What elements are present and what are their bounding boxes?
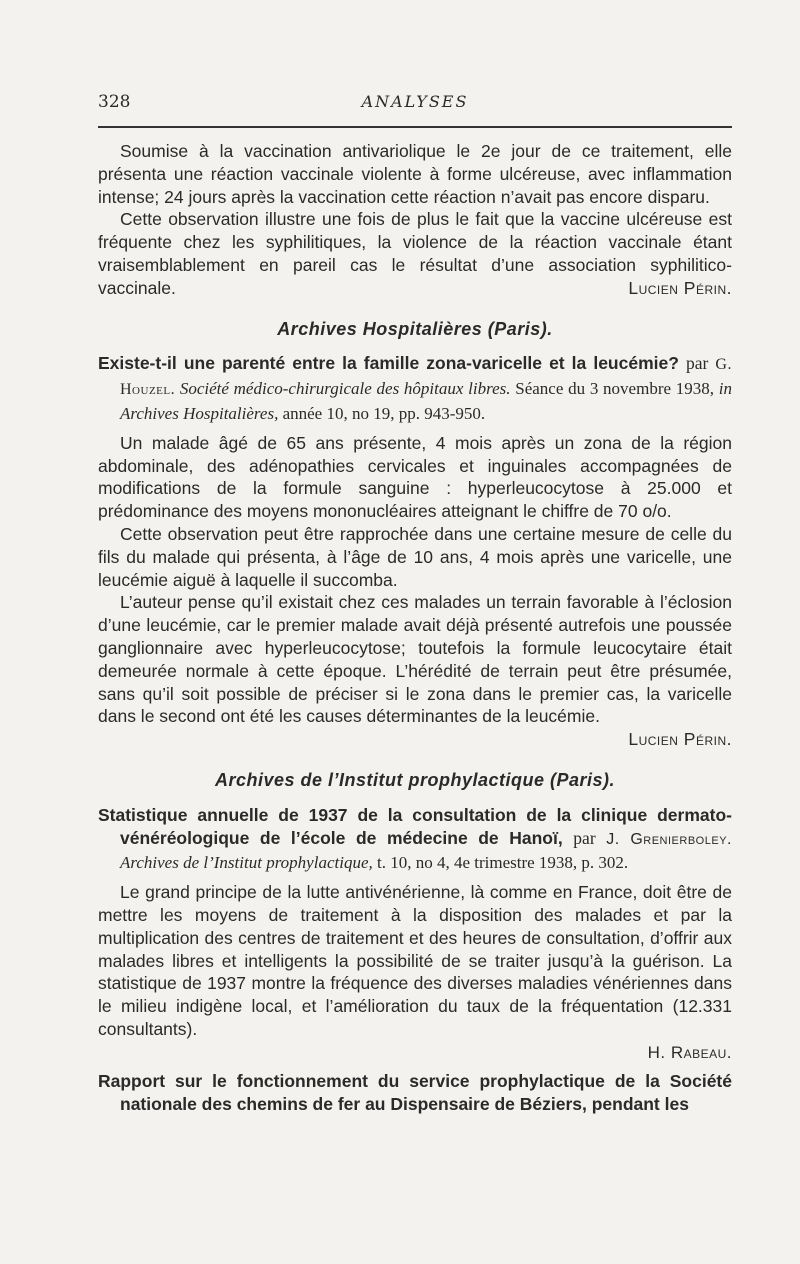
article-reference xyxy=(98,1070,732,1116)
journal-in: in Archives Hospitalières, xyxy=(120,379,732,423)
running-title: ANALYSES xyxy=(361,92,469,111)
section-heading: Archives de l’Institut prophylactique (Paris). xyxy=(214,769,616,790)
section-heading: Archives Hospitalières (Paris). xyxy=(277,318,553,339)
paragraph: Un malade âgé de 65 ans présente, 4 mois après un zona de la région abdominale, des adénopathies cervicales et inguinales accompagnées de modifications de la formule sanguine : hyperleucocytose à 25.000 et prédominance des moyens mononucléaires atteignant le chiffre de 70 o/o. xyxy=(98,432,732,522)
running-head xyxy=(98,92,732,116)
reference-text: Séance du 3 novembre 1938, xyxy=(515,379,715,399)
reference-end: t. 10, no 4, 4e trimestre 1938, p. 302. xyxy=(376,853,629,873)
signature: H. Rabeau. xyxy=(647,1042,732,1062)
paragraph-text: L’auteur pense qu’il existait chez ces malades un terrain favorable à l’éclosion d’une leucémie, car le premier malade avait déjà présenté autrefois une poussée ganglionnaire avec hyperleucocytose; toutefois la formule leucocytaire était demeurée normale à cette époque. L’hérédité de terrain peut être présumée, sans qu’il soit possible de préciser si le zona dans le premier cas, la varicelle dans le second ont été les causes déterminantes de la leucémie. xyxy=(98,592,732,727)
header-rule xyxy=(98,126,732,128)
par-word: par xyxy=(686,353,709,374)
article-title: Statistique annuelle de 1937 de la consultation de la clinique dermato-vénéréologique de l’école de médecine de Hanoï, xyxy=(98,804,732,848)
paragraph xyxy=(98,591,732,750)
author: G. Houzel. xyxy=(120,356,732,399)
journal: Société médico-chirurgicale des hôpitaux libres. xyxy=(179,379,511,399)
page-body xyxy=(98,140,732,1116)
paragraph: Le grand principe de la lutte antivénérienne, là comme en France, doit être de mettre les moyens de traitement à la disposition des malades et par la multiplication des centres de traitement et des heures de consultation, d’offrir aux malades libres et intelligents la possibilité de se traiter jusqu’à la guérison. La statistique de 1937 montre la fréquence des diverses maladies vénériennes dans le milieu indigène local, et l’amélioration du taux de la fréquentation (12.331 consultants). xyxy=(98,882,732,1039)
article-title: Rapport sur le fonctionnement du service prophylactique de la Société nationale des chemins de fer au Dispensaire de Béziers, pendant les xyxy=(98,1071,732,1115)
signature: Lucien Périn. xyxy=(628,277,732,298)
par-word: par xyxy=(573,827,596,848)
reference xyxy=(120,853,628,872)
paragraph: Soumise à la vaccination antivariolique le 2e jour de ce traitement, elle présenta une réaction vaccinale violente à forme ulcéreuse, avec inflammation intense; 24 jours après la vaccination cette réaction n’avait pas encore disparu. xyxy=(98,141,732,207)
article-title: Existe-t-il une parenté entre la famille zona-varicelle et la leucémie? xyxy=(98,353,679,374)
article-reference xyxy=(98,352,732,425)
author: J. Grenierboley. xyxy=(606,830,732,848)
paragraph-text: Cette observation illustre une fois de plus le fait que la vaccine ulcéreuse est fréquente chez les syphilitiques, la violence de la réaction vaccinale étant vraisemblablement en pareil cas le résultat d’une association syphilitico-vaccinale. xyxy=(98,209,732,298)
paragraph xyxy=(98,208,732,299)
reference-end: année 10, no 19, pp. 943-950. xyxy=(282,403,486,423)
signature-line xyxy=(98,1041,732,1065)
page-number: 328 xyxy=(98,92,131,112)
signature: Lucien Périn. xyxy=(628,729,732,750)
journal: Archives de l’Institut prophylactique, xyxy=(120,853,373,873)
paragraph: Cette observation peut être rapprochée dans une certaine mesure de celle du fils du malade qui présenta, à l’âge de 10 ans, 4 mois après une varicelle, une leucémie aiguë à laquelle il succomba. xyxy=(98,523,732,590)
article-reference xyxy=(98,804,732,875)
